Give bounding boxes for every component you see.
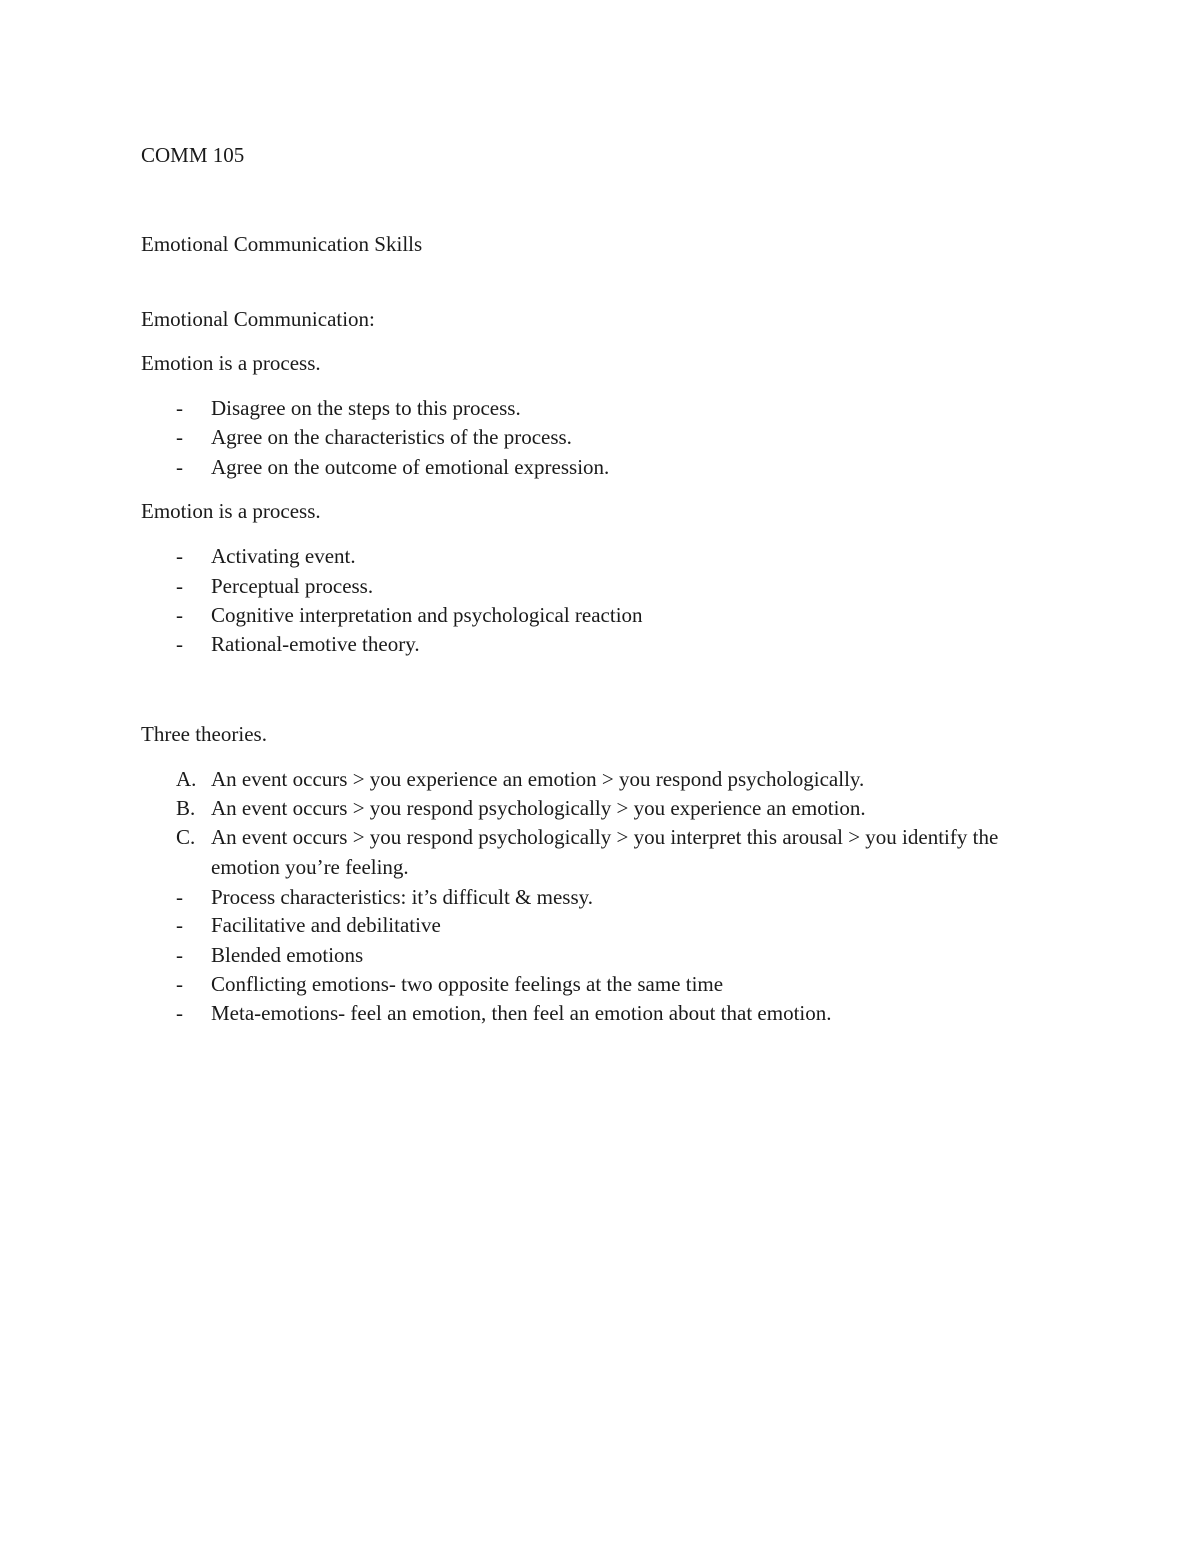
list-marker: - [176,603,183,627]
list-item-text: Blended emotions [211,943,364,967]
page-title: Emotional Communication Skills [141,232,423,256]
list-item-text: Disagree on the steps to this process. [211,396,521,420]
list-marker: - [176,885,183,909]
theory-marker: A. [176,767,197,791]
theory-text: An event occurs > you experience an emotion > you respond psychologically. [211,767,865,791]
list-marker: - [176,425,183,449]
theory-marker: C. [176,825,196,849]
list-item-text: Agree on the characteristics of the process. [211,425,572,449]
list-marker: - [176,913,183,937]
list-item-text: Cognitive interpretation and psychological reaction [211,603,643,627]
block1-intro: Emotion is a process. [141,351,321,375]
block3-intro: Three theories. [141,722,267,746]
list-marker: - [176,455,183,479]
list-marker: - [176,574,183,598]
theory-text: An event occurs > you respond psychologically > you experience an emotion. [211,796,866,820]
list-marker: - [176,1001,183,1025]
list-marker: - [176,632,183,656]
list-item-text: Meta-emotions- feel an emotion, then feel an emotion about that emotion. [211,1001,832,1025]
list-marker: - [176,943,183,967]
list-item-text: Agree on the outcome of emotional expression. [211,455,610,479]
list-marker: - [176,396,183,420]
block2-intro: Emotion is a process. [141,499,321,523]
theory-text: An event occurs > you respond psychologically > you interpret this arousal > you identify the emotion you’re feeling. [211,825,999,879]
list-marker: - [176,544,183,568]
course-code: COMM 105 [141,143,245,167]
list-item-text: Facilitative and debilitative [211,913,441,937]
list-item-text: Activating event. [211,544,356,568]
theory-marker: B. [176,796,196,820]
list-item-text: Conflicting emotions- two opposite feelings at the same time [211,972,724,996]
list-item-text: Rational-emotive theory. [211,632,420,656]
section-heading: Emotional Communication: [141,307,375,331]
list-item-text: Process characteristics: it’s difficult & messy. [211,885,593,909]
list-item-text: Perceptual process. [211,574,374,598]
list-marker: - [176,972,183,996]
